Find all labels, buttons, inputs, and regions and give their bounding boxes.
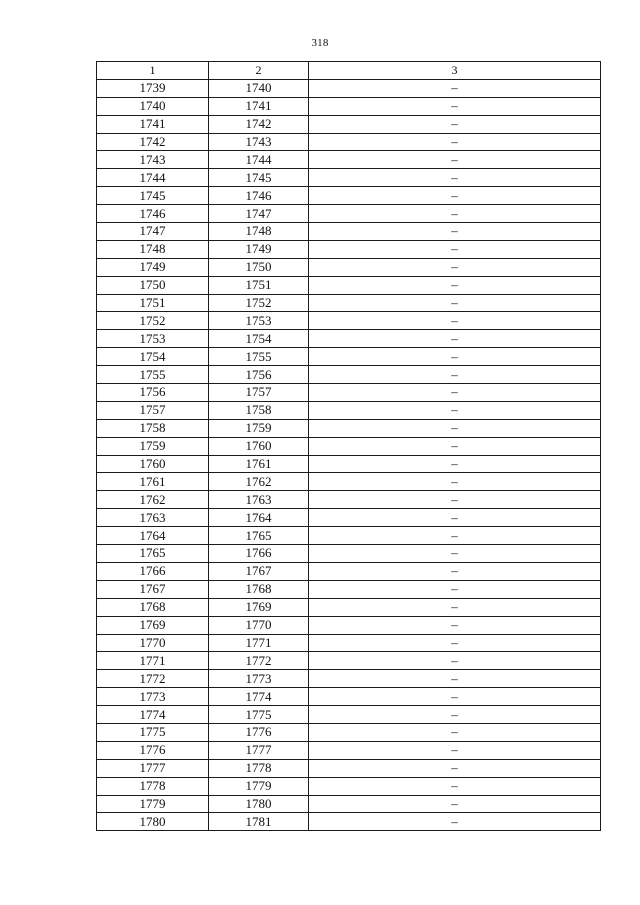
table-row xyxy=(97,312,601,330)
cell-col-1: 1747 xyxy=(97,223,209,241)
cell-col-3: – xyxy=(309,670,601,688)
cell-col-3: – xyxy=(309,133,601,151)
cell-col-2: 1779 xyxy=(209,777,309,795)
cell-col-2: 1763 xyxy=(209,491,309,509)
cell-col-3: – xyxy=(309,169,601,187)
table-row xyxy=(97,652,601,670)
cell-col-1: 1746 xyxy=(97,205,209,223)
cell-col-1: 1767 xyxy=(97,580,209,598)
cell-col-3: – xyxy=(309,455,601,473)
table-row xyxy=(97,795,601,813)
cell-col-1: 1748 xyxy=(97,240,209,258)
cell-col-3: – xyxy=(309,759,601,777)
table-header xyxy=(97,62,601,80)
cell-col-3: – xyxy=(309,97,601,115)
cell-col-2: 1781 xyxy=(209,813,309,831)
cell-col-2: 1748 xyxy=(209,223,309,241)
table-row xyxy=(97,527,601,545)
cell-col-2: 1759 xyxy=(209,419,309,437)
cell-col-3: – xyxy=(309,419,601,437)
cell-col-1: 1753 xyxy=(97,330,209,348)
table-row xyxy=(97,401,601,419)
table-row xyxy=(97,276,601,294)
cell-col-2: 1760 xyxy=(209,437,309,455)
cell-col-2: 1742 xyxy=(209,115,309,133)
cell-col-2: 1768 xyxy=(209,580,309,598)
cell-col-3: – xyxy=(309,366,601,384)
cell-col-2: 1776 xyxy=(209,723,309,741)
cell-col-3: – xyxy=(309,115,601,133)
cell-col-1: 1739 xyxy=(97,79,209,97)
cell-col-3: – xyxy=(309,151,601,169)
table-row xyxy=(97,348,601,366)
table-row xyxy=(97,509,601,527)
cell-col-2: 1769 xyxy=(209,598,309,616)
table-row xyxy=(97,813,601,831)
cell-col-2: 1777 xyxy=(209,741,309,759)
table-row xyxy=(97,545,601,563)
table-row xyxy=(97,688,601,706)
cell-col-3: – xyxy=(309,562,601,580)
cell-col-1: 1741 xyxy=(97,115,209,133)
cell-col-3: – xyxy=(309,79,601,97)
cell-col-3: – xyxy=(309,616,601,634)
table-row xyxy=(97,223,601,241)
cell-col-3: – xyxy=(309,312,601,330)
cell-col-2: 1740 xyxy=(209,79,309,97)
cell-col-2: 1757 xyxy=(209,384,309,402)
cell-col-2: 1755 xyxy=(209,348,309,366)
cell-col-2: 1752 xyxy=(209,294,309,312)
cell-col-1: 1761 xyxy=(97,473,209,491)
cell-col-2: 1747 xyxy=(209,205,309,223)
cell-col-3: – xyxy=(309,545,601,563)
cell-col-3: – xyxy=(309,723,601,741)
cell-col-1: 1772 xyxy=(97,670,209,688)
cell-col-3: – xyxy=(309,187,601,205)
cell-col-3: – xyxy=(309,598,601,616)
table-row xyxy=(97,777,601,795)
cell-col-3: – xyxy=(309,527,601,545)
cell-col-1: 1776 xyxy=(97,741,209,759)
cell-col-2: 1771 xyxy=(209,634,309,652)
cell-col-2: 1775 xyxy=(209,706,309,724)
cell-col-1: 1742 xyxy=(97,133,209,151)
table-row xyxy=(97,670,601,688)
cell-col-2: 1744 xyxy=(209,151,309,169)
cell-col-1: 1740 xyxy=(97,97,209,115)
header-row xyxy=(97,62,601,80)
cell-col-3: – xyxy=(309,384,601,402)
cell-col-2: 1772 xyxy=(209,652,309,670)
column-header-3: 3 xyxy=(309,62,601,80)
table-row xyxy=(97,187,601,205)
cell-col-1: 1744 xyxy=(97,169,209,187)
cell-col-3: – xyxy=(309,473,601,491)
cell-col-2: 1767 xyxy=(209,562,309,580)
cell-col-2: 1766 xyxy=(209,545,309,563)
cell-col-3: – xyxy=(309,240,601,258)
column-header-1: 1 xyxy=(97,62,209,80)
cell-col-2: 1773 xyxy=(209,670,309,688)
table-row xyxy=(97,205,601,223)
cell-col-2: 1741 xyxy=(209,97,309,115)
cell-col-3: – xyxy=(309,276,601,294)
cell-col-1: 1758 xyxy=(97,419,209,437)
cell-col-2: 1756 xyxy=(209,366,309,384)
cell-col-1: 1778 xyxy=(97,777,209,795)
cell-col-3: – xyxy=(309,401,601,419)
cell-col-2: 1780 xyxy=(209,795,309,813)
cell-col-3: – xyxy=(309,777,601,795)
cell-col-2: 1770 xyxy=(209,616,309,634)
table-row xyxy=(97,115,601,133)
cell-col-2: 1749 xyxy=(209,240,309,258)
table-row xyxy=(97,759,601,777)
cell-col-1: 1745 xyxy=(97,187,209,205)
table-row xyxy=(97,491,601,509)
cell-col-1: 1777 xyxy=(97,759,209,777)
cell-col-1: 1774 xyxy=(97,706,209,724)
table-row xyxy=(97,240,601,258)
cell-col-1: 1779 xyxy=(97,795,209,813)
table-row xyxy=(97,616,601,634)
cell-col-1: 1755 xyxy=(97,366,209,384)
cell-col-1: 1773 xyxy=(97,688,209,706)
cell-col-3: – xyxy=(309,223,601,241)
cell-col-1: 1771 xyxy=(97,652,209,670)
table-row xyxy=(97,366,601,384)
table-row xyxy=(97,580,601,598)
table-body xyxy=(97,79,601,830)
cell-col-3: – xyxy=(309,652,601,670)
table-row xyxy=(97,79,601,97)
cell-col-1: 1750 xyxy=(97,276,209,294)
page-number: 318 xyxy=(311,37,329,49)
cell-col-3: – xyxy=(309,688,601,706)
table-row xyxy=(97,455,601,473)
cell-col-3: – xyxy=(309,706,601,724)
table-row xyxy=(97,473,601,491)
table-row xyxy=(97,419,601,437)
cell-col-3: – xyxy=(309,491,601,509)
cell-col-3: – xyxy=(309,795,601,813)
cell-col-1: 1751 xyxy=(97,294,209,312)
cell-col-1: 1769 xyxy=(97,616,209,634)
cell-col-2: 1746 xyxy=(209,187,309,205)
table-row xyxy=(97,562,601,580)
cell-col-3: – xyxy=(309,330,601,348)
cell-col-2: 1743 xyxy=(209,133,309,151)
cell-col-2: 1750 xyxy=(209,258,309,276)
table-row xyxy=(97,97,601,115)
cell-col-3: – xyxy=(309,437,601,455)
cell-col-1: 1757 xyxy=(97,401,209,419)
cell-col-3: – xyxy=(309,634,601,652)
table-row xyxy=(97,598,601,616)
column-header-2: 2 xyxy=(209,62,309,80)
table-row xyxy=(97,437,601,455)
cell-col-3: – xyxy=(309,294,601,312)
cell-col-1: 1768 xyxy=(97,598,209,616)
cell-col-3: – xyxy=(309,741,601,759)
cell-col-1: 1762 xyxy=(97,491,209,509)
cell-col-2: 1774 xyxy=(209,688,309,706)
table-row xyxy=(97,706,601,724)
table-row xyxy=(97,169,601,187)
cell-col-1: 1752 xyxy=(97,312,209,330)
cell-col-2: 1751 xyxy=(209,276,309,294)
table-row xyxy=(97,294,601,312)
cell-col-2: 1758 xyxy=(209,401,309,419)
cell-col-2: 1764 xyxy=(209,509,309,527)
data-table xyxy=(96,61,601,831)
cell-col-3: – xyxy=(309,580,601,598)
cell-col-1: 1754 xyxy=(97,348,209,366)
table-row xyxy=(97,384,601,402)
cell-col-2: 1745 xyxy=(209,169,309,187)
cell-col-1: 1770 xyxy=(97,634,209,652)
table-row xyxy=(97,133,601,151)
table-row xyxy=(97,634,601,652)
cell-col-3: – xyxy=(309,509,601,527)
cell-col-1: 1763 xyxy=(97,509,209,527)
cell-col-1: 1759 xyxy=(97,437,209,455)
table-row xyxy=(97,741,601,759)
cell-col-1: 1780 xyxy=(97,813,209,831)
table-row xyxy=(97,723,601,741)
cell-col-3: – xyxy=(309,348,601,366)
cell-col-2: 1761 xyxy=(209,455,309,473)
cell-col-2: 1762 xyxy=(209,473,309,491)
cell-col-3: – xyxy=(309,813,601,831)
cell-col-2: 1778 xyxy=(209,759,309,777)
cell-col-3: – xyxy=(309,258,601,276)
cell-col-1: 1760 xyxy=(97,455,209,473)
cell-col-1: 1766 xyxy=(97,562,209,580)
cell-col-1: 1743 xyxy=(97,151,209,169)
table-row xyxy=(97,151,601,169)
cell-col-1: 1765 xyxy=(97,545,209,563)
cell-col-1: 1756 xyxy=(97,384,209,402)
table-row xyxy=(97,330,601,348)
cell-col-2: 1753 xyxy=(209,312,309,330)
cell-col-1: 1775 xyxy=(97,723,209,741)
cell-col-2: 1754 xyxy=(209,330,309,348)
cell-col-1: 1749 xyxy=(97,258,209,276)
cell-col-1: 1764 xyxy=(97,527,209,545)
table-row xyxy=(97,258,601,276)
cell-col-3: – xyxy=(309,205,601,223)
cell-col-2: 1765 xyxy=(209,527,309,545)
